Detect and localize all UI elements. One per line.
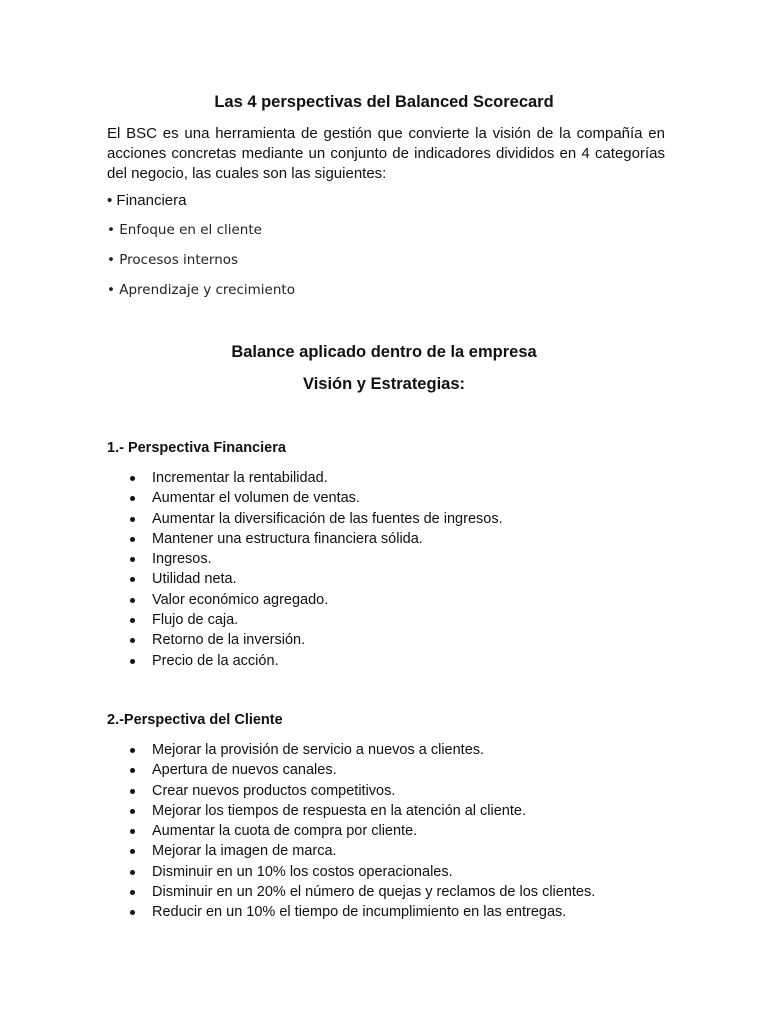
list-item: Aumentar la cuota de compra por cliente.	[107, 822, 595, 842]
category-item: • Enfoque en el cliente	[107, 222, 262, 238]
list-item: Apertura de nuevos canales.	[107, 761, 595, 781]
list-item: Flujo de caja.	[107, 611, 503, 631]
customer-perspective-heading: 2.-Perspectiva del Cliente	[107, 712, 283, 728]
list-item: Precio de la acción.	[107, 652, 503, 672]
list-item: Crear nuevos productos competitivos.	[107, 782, 595, 802]
financial-perspective-list	[107, 469, 503, 672]
category-item: • Procesos internos	[107, 252, 239, 268]
list-item: Mejorar la imagen de marca.	[107, 842, 595, 862]
financial-perspective-heading: 1.- Perspectiva Financiera	[107, 440, 286, 456]
categories-list	[107, 192, 295, 312]
list-item: Valor económico agregado.	[107, 591, 503, 611]
list-item: Reducir en un 10% el tiempo de incumplimiento en las entregas.	[107, 903, 595, 923]
list-item: Aumentar el volumen de ventas.	[107, 489, 503, 509]
document-title: Las 4 perspectivas del Balanced Scorecard	[214, 93, 554, 111]
intro-paragraph: El BSC es una herramienta de gestión que convierte la visión de la compañía en acciones concretas mediante un conjunto de indicadores divididos en 4 categorías del negocio, las cuales son las siguientes:	[107, 125, 665, 182]
list-item: Retorno de la inversión.	[107, 631, 503, 651]
list-item: Incrementar la rentabilidad.	[107, 469, 503, 489]
list-item: Mantener una estructura financiera sólida.	[107, 530, 503, 550]
list-item: Mejorar los tiempos de respuesta en la atención al cliente.	[107, 802, 595, 822]
section-subtitle: Visión y Estrategias:	[302, 375, 465, 393]
section-title: Balance aplicado dentro de la empresa	[231, 343, 537, 361]
list-item: Disminuir en un 10% los costos operacionales.	[107, 863, 595, 883]
list-item: Utilidad neta.	[107, 570, 503, 590]
list-item: Mejorar la provisión de servicio a nuevos a clientes.	[107, 741, 595, 761]
category-item: • Financiera	[107, 192, 187, 209]
category-item: • Aprendizaje y crecimiento	[107, 282, 295, 298]
customer-perspective-list	[107, 741, 595, 924]
list-item: Ingresos.	[107, 550, 503, 570]
list-item: Disminuir en un 20% el número de quejas y reclamos de los clientes.	[107, 883, 595, 903]
list-item: Aumentar la diversificación de las fuentes de ingresos.	[107, 510, 503, 530]
